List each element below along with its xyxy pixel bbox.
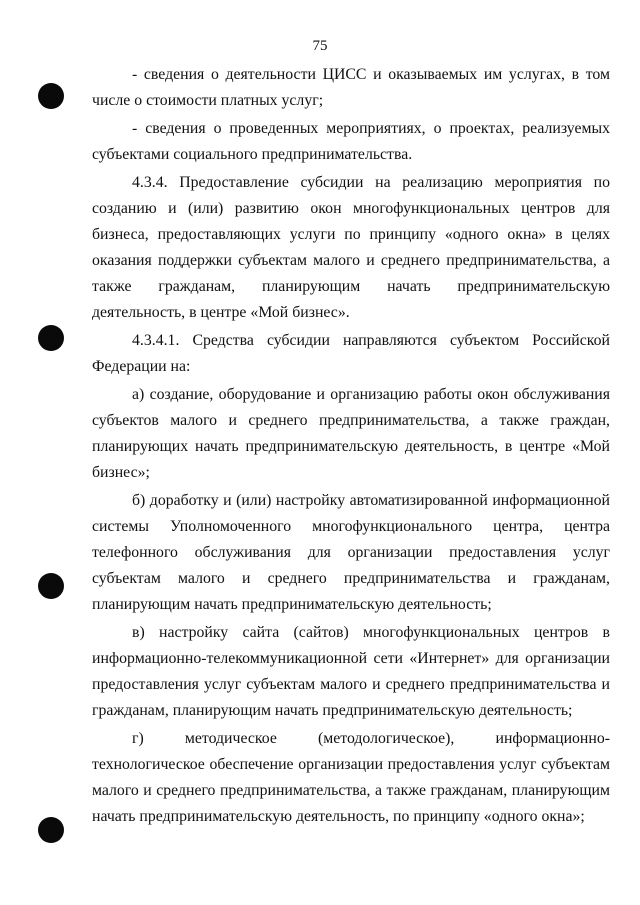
paragraph-cicc-info: - сведения о деятельности ЦИСС и оказываемых им услугах, в том числе о стоимости платных услуг; xyxy=(92,66,610,109)
binder-hole-mark xyxy=(38,573,64,599)
paragraph-item-b: б) доработку и (или) настройку автоматизированной информационной системы Уполномоченного многофункционального центра, центра телефонного обслуживания для организации предоставления услуг субъектам малого и среднего предпринимательства и гражданам, планирующим начать предпринимательскую деятельность; xyxy=(92,492,610,613)
paragraph-item-a: а) создание, оборудование и организацию работы окон обслуживания субъектов малого и среднего предпринимательства, а также граждан, планирующих начать предпринимательскую деятельность, в центре «Мой бизнес»; xyxy=(92,386,610,481)
page-number: 75 xyxy=(312,38,328,54)
binder-hole-mark xyxy=(38,817,64,843)
document-body xyxy=(92,62,610,832)
paragraph-item-g: г) методическое (методологическое), информационно-технологическое обеспечение организации предоставления услуг субъектам малого и среднего предпринимательства, а также гражданам, планирующим начать предпринимательскую деятельность, по принципу «одного окна»; xyxy=(92,730,610,825)
binder-hole-mark xyxy=(38,325,64,351)
paragraph-4-3-4-1: 4.3.4.1. Средства субсидии направляются субъектом Российской Федерации на: xyxy=(92,332,610,375)
paragraph-events-info: - сведения о проведенных мероприятиях, о проектах, реализуемых субъектами социального предпринимательства. xyxy=(92,120,610,163)
binder-hole-mark xyxy=(38,83,64,109)
paragraph-4-3-4: 4.3.4. Предоставление субсидии на реализацию мероприятия по созданию и (или) развитию окон многофункциональных центров для бизнеса, предоставляющих услуги по принципу «одного окна» в целях оказания поддержки субъектам малого и среднего предпринимательства, а также гражданам, планирующим начать предпринимательскую деятельность, в центре «Мой бизнес». xyxy=(92,174,610,321)
paragraph-item-v: в) настройку сайта (сайтов) многофункциональных центров в информационно-телекоммуникационной сети «Интернет» для организации предоставления услуг субъектам малого и среднего предпринимательства и гражданам, планирующим начать предпринимательскую деятельность; xyxy=(92,624,610,719)
